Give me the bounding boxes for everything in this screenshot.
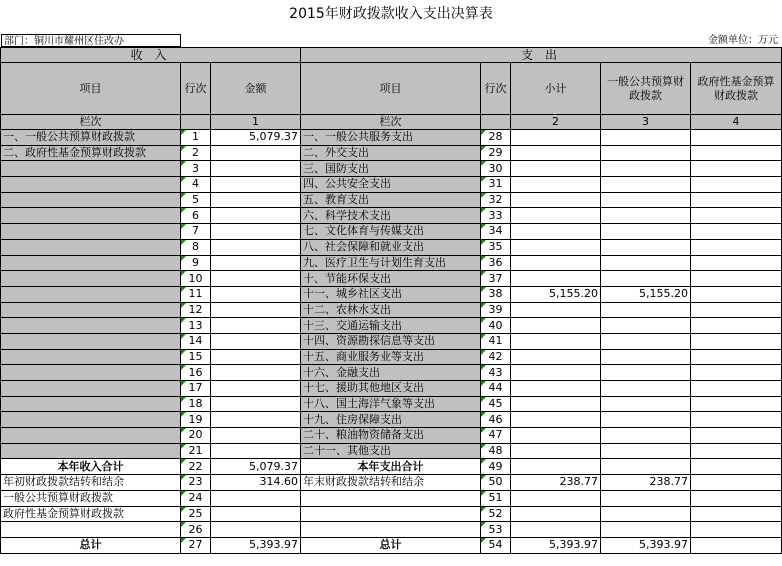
lanci-col-3[interactable]: 3	[601, 115, 691, 130]
expense-general-cell[interactable]	[601, 333, 691, 349]
income-amount-cell[interactable]: 5,079.37	[211, 459, 301, 475]
income-line-cell[interactable]: 20	[181, 428, 211, 444]
expense-item-cell[interactable]: 年末财政拨款结转和结余	[301, 475, 481, 491]
expense-subtotal-cell[interactable]: 238.77	[511, 475, 601, 491]
expense-general-cell[interactable]	[601, 208, 691, 224]
income-item-cell[interactable]	[1, 443, 181, 459]
expense-item-cell[interactable]	[301, 506, 481, 522]
expense-subtotal-cell[interactable]	[511, 239, 601, 255]
expense-general-cell[interactable]	[601, 396, 691, 412]
expense-subtotal-cell[interactable]	[511, 443, 601, 459]
income-item-cell[interactable]: 二、政府性基金预算财政拨款	[1, 145, 181, 161]
expense-subtotal-cell[interactable]	[511, 459, 601, 475]
expense-general-cell[interactable]: 5,393.97	[601, 537, 691, 553]
expense-line-cell[interactable]: 38	[481, 286, 511, 302]
income-amount-cell[interactable]	[211, 161, 301, 177]
expense-item-cell[interactable]: 五、教育支出	[301, 192, 481, 208]
expense-subtotal-cell[interactable]	[511, 396, 601, 412]
expense-item-cell[interactable]: 十九、住房保障支出	[301, 412, 481, 428]
table-row	[1, 396, 782, 412]
expense-general-cell[interactable]	[601, 490, 691, 506]
income-amount-cell[interactable]	[211, 428, 301, 444]
income-amount-cell[interactable]	[211, 302, 301, 318]
expense-fund-cell[interactable]	[691, 349, 782, 365]
expense-line-cell[interactable]: 46	[481, 412, 511, 428]
income-line-cell[interactable]: 5	[181, 192, 211, 208]
expense-line-cell[interactable]: 49	[481, 459, 511, 475]
expense-subtotal-cell[interactable]	[511, 522, 601, 538]
unit-label: 金额单位：万元	[708, 35, 778, 46]
summary-row	[1, 459, 782, 475]
report-title: 2015年财政拨款收入支出决算表	[289, 6, 493, 22]
expense-item-cell[interactable]: 十八、国土海洋气象等支出	[301, 396, 481, 412]
table-row	[1, 443, 782, 459]
expense-fund-cell[interactable]	[691, 239, 782, 255]
expense-line-cell[interactable]: 29	[481, 145, 511, 161]
expense-subtotal-cell[interactable]	[511, 365, 601, 381]
expense-fund-cell[interactable]	[691, 271, 782, 287]
expense-item-cell[interactable]	[301, 522, 481, 538]
expense-item-cell[interactable]: 一、一般公共服务支出	[301, 130, 481, 146]
expense-fund-cell[interactable]	[691, 459, 782, 475]
income-item-header[interactable]: 项目	[1, 63, 181, 115]
income-lanci-label[interactable]: 栏次	[1, 115, 181, 130]
table-row	[1, 349, 782, 365]
expense-item-header[interactable]: 项目	[301, 63, 481, 115]
expense-item-cell[interactable]: 本年支出合计	[301, 459, 481, 475]
table-row	[1, 333, 782, 349]
expense-general-cell[interactable]	[601, 506, 691, 522]
income-line-cell[interactable]: 8	[181, 239, 211, 255]
income-item-cell[interactable]	[1, 192, 181, 208]
income-line-cell[interactable]: 18	[181, 396, 211, 412]
expense-general-cell[interactable]	[601, 522, 691, 538]
expense-general-cell[interactable]	[601, 443, 691, 459]
expense-lanci-label[interactable]: 栏次	[301, 115, 481, 130]
expense-fund-cell[interactable]	[691, 145, 782, 161]
expense-fund-cell[interactable]	[691, 192, 782, 208]
income-amount-cell[interactable]	[211, 271, 301, 287]
income-item-cell[interactable]	[1, 412, 181, 428]
expense-fund-cell[interactable]	[691, 177, 782, 193]
expense-line-cell[interactable]: 41	[481, 333, 511, 349]
income-amount-cell[interactable]	[211, 412, 301, 428]
expense-subtotal-cell[interactable]	[511, 271, 601, 287]
income-amount-cell[interactable]	[211, 443, 301, 459]
income-item-cell[interactable]	[1, 255, 181, 271]
expense-general-cell[interactable]	[601, 349, 691, 365]
table-row	[1, 224, 782, 240]
expense-fund-cell[interactable]	[691, 537, 782, 553]
income-line-cell[interactable]: 24	[181, 490, 211, 506]
expense-item-cell[interactable]: 九、医疗卫生与计划生育支出	[301, 255, 481, 271]
expense-subtotal-cell[interactable]	[511, 412, 601, 428]
table-row	[1, 381, 782, 397]
expense-general-cell[interactable]	[601, 161, 691, 177]
expense-subtotal-cell[interactable]	[511, 145, 601, 161]
income-line-cell[interactable]: 12	[181, 302, 211, 318]
expense-fund-cell[interactable]	[691, 333, 782, 349]
expense-subtotal-cell[interactable]	[511, 130, 601, 146]
income-amount-cell[interactable]	[211, 349, 301, 365]
income-amount-cell[interactable]	[211, 255, 301, 271]
expense-general-cell[interactable]	[601, 130, 691, 146]
income-item-cell[interactable]	[1, 161, 181, 177]
lanci-col-1[interactable]: 1	[211, 115, 301, 130]
income-item-cell[interactable]: 一般公共预算财政拨款	[1, 490, 181, 506]
income-amount-cell[interactable]	[211, 192, 301, 208]
expense-item-cell[interactable]: 二十一、其他支出	[301, 443, 481, 459]
expense-fund-cell[interactable]	[691, 490, 782, 506]
expense-fund-cell[interactable]	[691, 161, 782, 177]
income-line-cell[interactable]: 10	[181, 271, 211, 287]
expense-subtotal-cell[interactable]	[511, 177, 601, 193]
expense-subtotal-cell[interactable]	[511, 490, 601, 506]
expense-fund-cell[interactable]	[691, 396, 782, 412]
income-line-cell[interactable]: 4	[181, 177, 211, 193]
table-row	[1, 192, 782, 208]
expense-subtotal-cell[interactable]	[511, 255, 601, 271]
expense-subtotal-cell[interactable]	[511, 428, 601, 444]
expense-subtotal-cell[interactable]	[511, 208, 601, 224]
expense-subtotal-cell[interactable]	[511, 192, 601, 208]
income-item-cell[interactable]	[1, 318, 181, 334]
income-item-cell[interactable]	[1, 208, 181, 224]
expense-item-cell[interactable]: 十一、城乡社区支出	[301, 286, 481, 302]
income-amount-cell[interactable]	[211, 318, 301, 334]
summary-row	[1, 475, 782, 491]
income-line-cell[interactable]: 3	[181, 161, 211, 177]
table-row	[1, 428, 782, 444]
table-row	[1, 412, 782, 428]
income-item-cell[interactable]	[1, 239, 181, 255]
summary-row	[1, 490, 782, 506]
expense-fund-cell[interactable]	[691, 208, 782, 224]
table-row	[1, 302, 782, 318]
income-amount-cell[interactable]	[211, 365, 301, 381]
income-amount-cell[interactable]	[211, 333, 301, 349]
summary-row	[1, 522, 782, 538]
expense-line-cell[interactable]: 36	[481, 255, 511, 271]
income-line-cell[interactable]: 26	[181, 522, 211, 538]
income-amount-cell[interactable]	[211, 239, 301, 255]
expense-line-cell[interactable]: 48	[481, 443, 511, 459]
expense-general-cell[interactable]	[601, 428, 691, 444]
expense-general-cell[interactable]	[601, 255, 691, 271]
table-row	[1, 177, 782, 193]
table-row	[1, 365, 782, 381]
income-line-header[interactable]: 行次	[181, 63, 211, 115]
expense-general-cell[interactable]	[601, 381, 691, 397]
expense-section-header[interactable]: 支 出	[301, 48, 782, 63]
income-line-cell[interactable]: 22	[181, 459, 211, 475]
income-line-cell[interactable]: 9	[181, 255, 211, 271]
expense-general-cell[interactable]: 5,155.20	[601, 286, 691, 302]
expense-subtotal-cell[interactable]	[511, 302, 601, 318]
income-line-cell[interactable]: 23	[181, 475, 211, 491]
expense-fund-cell[interactable]	[691, 412, 782, 428]
income-line-cell[interactable]: 16	[181, 365, 211, 381]
expense-item-cell[interactable]: 八、社会保障和就业支出	[301, 239, 481, 255]
income-line-cell[interactable]: 1	[181, 130, 211, 146]
table-row	[1, 255, 782, 271]
expense-general-cell[interactable]	[601, 239, 691, 255]
expense-fund-header[interactable]: 政府性基金预算财政拨款	[691, 63, 782, 115]
income-item-cell[interactable]	[1, 396, 181, 412]
expense-item-cell[interactable]: 二十、粮油物资储备支出	[301, 428, 481, 444]
income-amount-header[interactable]: 金额	[211, 63, 301, 115]
income-line-cell[interactable]: 17	[181, 381, 211, 397]
expense-general-cell[interactable]	[601, 192, 691, 208]
expense-item-cell[interactable]: 十、节能环保支出	[301, 271, 481, 287]
table-row	[1, 286, 782, 302]
expense-line-cell[interactable]: 28	[481, 130, 511, 146]
expense-general-cell[interactable]	[601, 271, 691, 287]
expense-general-cell[interactable]	[601, 224, 691, 240]
expense-subtotal-cell[interactable]	[511, 381, 601, 397]
income-amount-cell[interactable]: 5,393.97	[211, 537, 301, 553]
income-item-cell[interactable]: 年初财政拨款结转和结余	[1, 475, 181, 491]
expense-subtotal-cell[interactable]	[511, 318, 601, 334]
expense-subtotal-cell[interactable]	[511, 224, 601, 240]
income-line-cell[interactable]: 2	[181, 145, 211, 161]
expense-item-cell[interactable]: 七、文化体育与传媒支出	[301, 224, 481, 240]
expense-fund-cell[interactable]	[691, 522, 782, 538]
table-row	[1, 145, 782, 161]
income-line-cell[interactable]: 15	[181, 349, 211, 365]
table-row	[1, 130, 782, 146]
expense-line-cell[interactable]: 52	[481, 506, 511, 522]
income-amount-cell[interactable]	[211, 177, 301, 193]
expense-general-cell[interactable]	[601, 318, 691, 334]
expense-item-cell[interactable]: 十六、金融支出	[301, 365, 481, 381]
expense-line-cell[interactable]: 33	[481, 208, 511, 224]
expense-fund-cell[interactable]	[691, 365, 782, 381]
income-amount-cell[interactable]	[211, 506, 301, 522]
expense-line-header[interactable]: 行次	[481, 63, 511, 115]
expense-fund-cell[interactable]	[691, 318, 782, 334]
expense-fund-cell[interactable]	[691, 475, 782, 491]
expense-line-cell[interactable]: 54	[481, 537, 511, 553]
expense-fund-cell[interactable]	[691, 286, 782, 302]
table-row	[1, 161, 782, 177]
expense-line-cell[interactable]: 30	[481, 161, 511, 177]
income-item-cell[interactable]	[1, 365, 181, 381]
income-item-cell[interactable]	[1, 286, 181, 302]
expense-item-cell[interactable]: 十七、援助其他地区支出	[301, 381, 481, 397]
income-amount-cell[interactable]	[211, 286, 301, 302]
income-item-cell[interactable]	[1, 381, 181, 397]
lanci-blank[interactable]	[181, 115, 211, 130]
expense-line-cell[interactable]: 44	[481, 381, 511, 397]
expense-line-cell[interactable]: 43	[481, 365, 511, 381]
income-item-cell[interactable]: 总计	[1, 537, 181, 553]
income-line-cell[interactable]: 27	[181, 537, 211, 553]
income-line-cell[interactable]: 11	[181, 286, 211, 302]
expense-line-cell[interactable]: 34	[481, 224, 511, 240]
lanci-col-2[interactable]: 2	[511, 115, 601, 130]
table-row	[1, 271, 782, 287]
income-item-cell[interactable]: 一、一般公共预算财政拨款	[1, 130, 181, 146]
finance-table	[0, 47, 782, 554]
expense-line-cell[interactable]: 53	[481, 522, 511, 538]
expense-item-cell[interactable]	[301, 490, 481, 506]
expense-subtotal-cell[interactable]	[511, 333, 601, 349]
income-amount-cell[interactable]	[211, 522, 301, 538]
income-item-cell[interactable]	[1, 302, 181, 318]
expense-line-cell[interactable]: 47	[481, 428, 511, 444]
expense-general-cell[interactable]	[601, 145, 691, 161]
table-row	[1, 208, 782, 224]
expense-subtotal-cell[interactable]: 5,393.97	[511, 537, 601, 553]
expense-line-cell[interactable]: 32	[481, 192, 511, 208]
expense-line-cell[interactable]: 42	[481, 349, 511, 365]
income-line-cell[interactable]: 7	[181, 224, 211, 240]
income-item-cell[interactable]	[1, 177, 181, 193]
income-item-cell[interactable]	[1, 428, 181, 444]
expense-subtotal-cell[interactable]	[511, 506, 601, 522]
expense-fund-cell[interactable]	[691, 506, 782, 522]
income-item-cell[interactable]	[1, 522, 181, 538]
table-row	[1, 239, 782, 255]
income-amount-cell[interactable]	[211, 381, 301, 397]
income-item-cell[interactable]	[1, 224, 181, 240]
expense-general-cell[interactable]	[601, 459, 691, 475]
income-amount-cell[interactable]: 5,079.37	[211, 130, 301, 146]
expense-subtotal-cell[interactable]	[511, 161, 601, 177]
income-line-cell[interactable]: 25	[181, 506, 211, 522]
income-item-cell[interactable]: 政府性基金预算财政拨款	[1, 506, 181, 522]
expense-fund-cell[interactable]	[691, 255, 782, 271]
income-amount-cell[interactable]	[211, 396, 301, 412]
income-amount-cell[interactable]	[211, 490, 301, 506]
income-line-cell[interactable]: 19	[181, 412, 211, 428]
expense-fund-cell[interactable]	[691, 428, 782, 444]
expense-line-cell[interactable]: 45	[481, 396, 511, 412]
summary-row	[1, 537, 782, 553]
expense-line-cell[interactable]: 40	[481, 318, 511, 334]
expense-item-cell[interactable]: 十四、资源勘探信息等支出	[301, 333, 481, 349]
table-row	[1, 318, 782, 334]
expense-item-cell[interactable]: 三、国防支出	[301, 161, 481, 177]
expense-line-cell[interactable]: 35	[481, 239, 511, 255]
expense-line-cell[interactable]: 39	[481, 302, 511, 318]
income-amount-cell[interactable]	[211, 208, 301, 224]
expense-general-cell[interactable]	[601, 412, 691, 428]
expense-fund-cell[interactable]	[691, 130, 782, 146]
income-item-cell[interactable]: 本年收入合计	[1, 459, 181, 475]
expense-fund-cell[interactable]	[691, 443, 782, 459]
expense-line-cell[interactable]: 37	[481, 271, 511, 287]
income-item-cell[interactable]	[1, 271, 181, 287]
expense-item-cell[interactable]: 总计	[301, 537, 481, 553]
expense-subtotal-cell[interactable]: 5,155.20	[511, 286, 601, 302]
income-item-cell[interactable]	[1, 333, 181, 349]
department-cell[interactable]: 部门：铜川市耀州区住改办	[1, 34, 181, 47]
expense-item-cell[interactable]: 十三、交通运输支出	[301, 318, 481, 334]
income-line-cell[interactable]: 6	[181, 208, 211, 224]
expense-general-cell[interactable]	[601, 365, 691, 381]
expense-general-cell[interactable]	[601, 302, 691, 318]
income-line-cell[interactable]: 13	[181, 318, 211, 334]
expense-subtotal-header[interactable]: 小计	[511, 63, 601, 115]
income-amount-cell[interactable]	[211, 224, 301, 240]
summary-row	[1, 506, 782, 522]
expense-general-header[interactable]: 一般公共预算财政拨款	[601, 63, 691, 115]
lanci-col-4[interactable]: 4	[691, 115, 782, 130]
income-line-cell[interactable]: 21	[181, 443, 211, 459]
expense-general-cell[interactable]	[601, 177, 691, 193]
expense-line-cell[interactable]: 51	[481, 490, 511, 506]
expense-line-cell[interactable]: 50	[481, 475, 511, 491]
income-section-header[interactable]: 收 入	[1, 48, 301, 63]
expense-item-cell[interactable]: 十二、农林水支出	[301, 302, 481, 318]
income-amount-cell[interactable]: 314.60	[211, 475, 301, 491]
expense-line-cell[interactable]: 31	[481, 177, 511, 193]
expense-item-cell[interactable]: 十五、商业服务业等支出	[301, 349, 481, 365]
expense-general-cell[interactable]: 238.77	[601, 475, 691, 491]
income-line-cell[interactable]: 14	[181, 333, 211, 349]
expense-item-cell[interactable]: 六、科学技术支出	[301, 208, 481, 224]
income-amount-cell[interactable]	[211, 145, 301, 161]
income-item-cell[interactable]	[1, 349, 181, 365]
expense-subtotal-cell[interactable]	[511, 349, 601, 365]
expense-fund-cell[interactable]	[691, 224, 782, 240]
expense-item-cell[interactable]: 二、外交支出	[301, 145, 481, 161]
expense-fund-cell[interactable]	[691, 302, 782, 318]
expense-item-cell[interactable]: 四、公共安全支出	[301, 177, 481, 193]
lanci-blank[interactable]	[481, 115, 511, 130]
expense-fund-cell[interactable]	[691, 381, 782, 397]
